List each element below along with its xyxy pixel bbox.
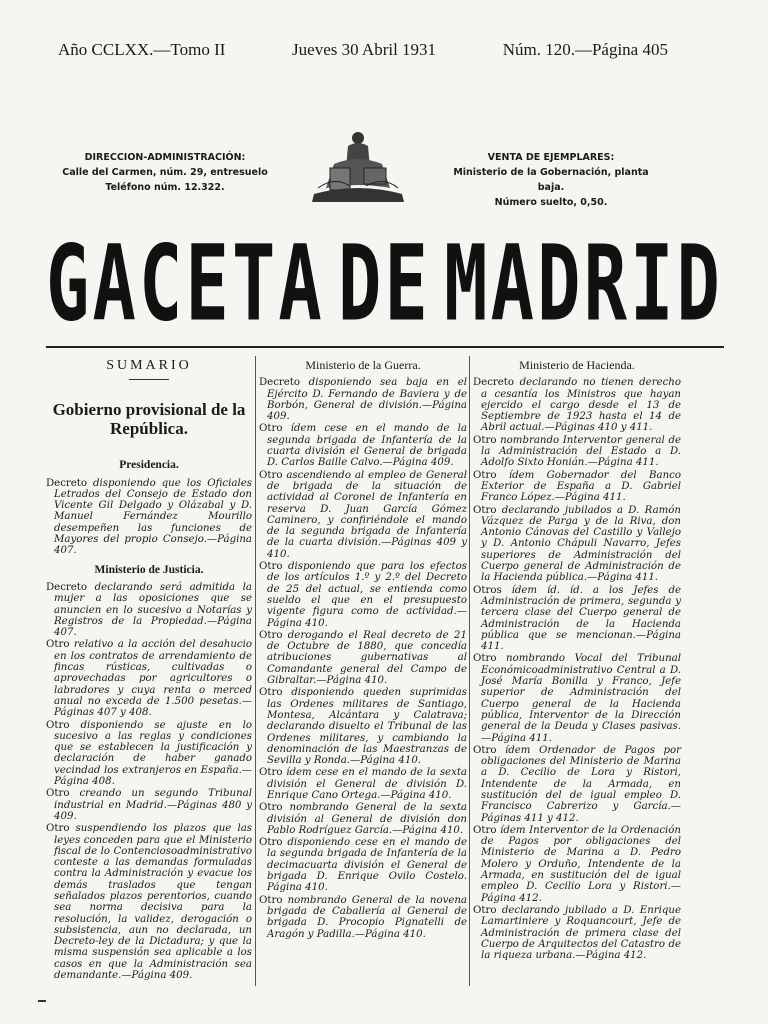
- entry-lead: Otro: [46, 719, 70, 731]
- summary-entry: [46, 582, 252, 638]
- masthead-letter: T: [231, 222, 276, 344]
- entry-lead: Decreto: [46, 477, 88, 489]
- summary-entry: [473, 505, 681, 584]
- entry-lead: Decreto: [259, 377, 301, 389]
- entry-text: disponiendo cese en el mando de la segunda brigada de Infantería de la decimacuarta división el General de brigada D. Enrique Ovilo Costelo. Página 410.: [267, 837, 467, 894]
- masthead-letter: I: [630, 222, 674, 344]
- entry-lead: Otro: [46, 639, 70, 651]
- entry-text: ídem Ordenador de Pagos por obligaciones del Ministerio de Marina a D. Cecilio de Lora y Ristori, Intendente de la Armada, en sustitución del de igual empleo D. Francisco Cabrerizo y García.—Páginas 411 y 412.: [481, 744, 681, 824]
- entry-text: suspendiendo los plazos que las leyes conceden para que el Ministerio fiscal de lo Contenciosoadministrativo conteste a las demandas formuladas contra la Administración y evacue los demás traslados que tengan señalados plazos perentorios, cuando sea norma decisiva para la resolución, la validez, derogación o subsistencia, aun no declarada, un Decreto-ley de la Dictadura; y que la misma suspensión sea aplicable a los casos en que la Administración sea demandante.—Página 409.: [54, 823, 252, 982]
- royal-emblem-icon: [304, 124, 412, 206]
- summary-entry: [473, 377, 681, 433]
- entry-text: ídem cese en el mando de la sexta división el General de división D. Enrique Cano Ortega.—Página 410.: [267, 767, 467, 801]
- entry-lead: Otros: [473, 584, 502, 596]
- entry-text: ídem íd. íd. a los Jefes de Administración de primera, segunda y tercera clase del Cuerpo general de Administración de la Hacienda pública que se mencionan.—Página 411.: [481, 584, 681, 653]
- summary-entry: [259, 377, 467, 422]
- masthead-letter: A: [92, 222, 136, 344]
- summary-entry: [259, 561, 467, 629]
- entry-text: ídem cese en el mando de la segunda brigada de Infantería de la cuarta división el General de brigada D. Carlos Baille Calvo.—Página 409.: [267, 423, 467, 469]
- entry-lead: Otro: [259, 561, 283, 573]
- entry-text: declarando jubilado a D. Enrique Lamartiniere y Roquancourt, Jefe de Administración de primera clase del Cuerpo de Arquitectos del Catastro de la riqueza urbana.—Página 412.: [481, 904, 681, 962]
- summary-entry: [259, 895, 467, 940]
- section-title-presidencia: Presidencia.: [119, 459, 179, 472]
- column-guerra: [259, 356, 467, 941]
- summary-entry: [473, 745, 681, 824]
- masthead-letter: A: [278, 222, 322, 344]
- summary-entry: [473, 825, 681, 904]
- summary-entry: [473, 470, 681, 504]
- entry-lead: Otro: [259, 802, 283, 814]
- column-hacienda: [473, 356, 681, 962]
- sales-price: Número suelto, 0,50.: [494, 197, 608, 208]
- entry-lead: Decreto: [473, 377, 515, 389]
- entry-lead: Otro: [259, 837, 283, 849]
- entry-text: disponiendo que los Oficiales Letrados del Consejo de Estado don Vicente Gil Delgado y Olázabal y D. Manuel Fernández Mourillo desempeñen las funciones de Mayores del propio Consejo.—Página 407.: [54, 477, 252, 557]
- summary-entry: [473, 585, 681, 653]
- entry-text: nombrando Interventor general de la Administración del Estado a D. Adolfo Sixto Honián.—Página 411.: [481, 434, 681, 469]
- administration-info: [50, 150, 280, 195]
- entry-text: nombrando General de la novena brigada de Caballería al General de brigada D. Procopio Pignatelli de Aragón y Padilla.—Página 410.: [267, 894, 467, 940]
- sales-heading: VENTA DE EJEMPLARES:: [487, 152, 615, 163]
- administration-heading: DIRECCION-ADMINISTRACIÓN:: [84, 152, 246, 163]
- issue-info-line: [58, 40, 668, 60]
- entry-text: relativo a la acción del desahucio en los contratos de arrendamiento de fincas rústicas, cultivadas o aprovechadas por agricultores o labradores y cuya renta o merced anual no exceda de 1.500 pesetas.—Páginas 407 y 408.: [54, 639, 252, 719]
- column-divider: [469, 356, 470, 986]
- masthead-letter: E: [384, 222, 428, 344]
- entry-lead: Otro: [473, 824, 497, 836]
- sales-info: [446, 150, 656, 210]
- entry-lead: Otro: [259, 629, 283, 641]
- summary-entry: [259, 423, 467, 468]
- entry-lead: Otro: [259, 469, 283, 481]
- masthead-letter: D: [338, 222, 382, 344]
- summary-entry: [46, 788, 252, 822]
- masthead-letter: G: [46, 222, 90, 344]
- entry-text: disponiendo queden suprimidas las Ordenes militares de Santiago, Montesa, Alcántara y Calatrava; declarando disuelto el Tribunal de las Ordenes militares, y cambiando la denominación de las Maestranzas de Sevilla y Ronda.—Página 410.: [267, 687, 467, 767]
- summary-entry: [46, 639, 252, 718]
- entry-text: ídem Gobernador del Banco Exterior de España a D. Gabriel Franco López.—Página 411.: [481, 469, 681, 504]
- sales-location: Ministerio de la Gobernación, planta baja.: [453, 167, 649, 193]
- masthead-letter: D: [537, 222, 581, 344]
- entry-lead: Otro: [46, 788, 70, 800]
- summary-entry: [46, 823, 252, 981]
- summary-entry: [259, 802, 467, 836]
- entry-text: ídem Interventor de la Ordenación de Pagos por obligaciones del Ministerio de Marina a D. Pedro Molero y Orduño, Intendente de la Armada, en sustitución del de igual empleo D. Cecilio Lora y Ristori.—Página 412.: [481, 824, 681, 904]
- entry-lead: Otro: [259, 687, 283, 699]
- summary-entry: [259, 767, 467, 801]
- government-title: Gobierno provisional de la República.: [52, 400, 246, 439]
- year-tome: Año CCLXX.—Tomo II: [58, 40, 226, 59]
- administration-phone: Teléfono núm. 12.322.: [105, 182, 225, 193]
- summary-entry: [473, 905, 681, 961]
- section-title-justicia: Ministerio de Justicia.: [94, 563, 204, 576]
- entry-lead: Decreto: [46, 581, 88, 593]
- entry-lead: Otro: [473, 653, 497, 665]
- entry-lead: Otro: [259, 767, 283, 779]
- masthead-letter: D: [676, 222, 720, 344]
- administration-address: Calle del Carmen, núm. 29, entresuelo: [62, 167, 268, 178]
- summary-entry: [259, 687, 467, 766]
- column-summary: [46, 356, 252, 982]
- issue-number-page: Núm. 120.—Página 405: [502, 40, 668, 59]
- section-title-hacienda: Ministerio de Hacienda.: [519, 358, 635, 372]
- entry-text: declarando jubilados a D. Ramón Vázquez de Parga y de la Riva, don Antonio Cánovas del Castillo y Vallejo y D. Antonio Chápuli Navarro, Jefes superiores de Administración del Cuerpo general de Administración de la Hacienda pública.—Página 411.: [481, 504, 681, 584]
- section-title-guerra: Ministerio de la Guerra.: [305, 358, 421, 372]
- entry-lead: Otro: [473, 504, 497, 516]
- summary-entry: [473, 653, 681, 743]
- entry-text: declarando será admitida la mujer a las oposiciones que se anuncien en lo sucesivo a Notarías y Registros de la Propiedad.—Página 407.: [54, 581, 252, 639]
- masthead-letter: M: [444, 222, 488, 344]
- entry-text: ascendiendo al empleo de General de brigada de la situación de actividad al Coronel de Infantería en reserva D. Juan García Gómez Caminero, y confiriéndole el mando de la segunda brigada de Infantería de la cuarta división.—Páginas 409 y 410.: [267, 469, 467, 560]
- entry-text: disponiendo que para los efectos de los artículos 1.º y 2.º del Decreto de 25 del actual, se entienda como sueldo el que en el presupuesto vigente figura como de actividad.—Página 410.: [267, 561, 467, 629]
- entry-text: disponiendo sea baja en el Ejército D. Fernando de Baviera y de Borbón, General de división.—Página 409.: [267, 377, 467, 423]
- margin-mark: [38, 1000, 46, 1002]
- summary-divider: [129, 379, 169, 380]
- masthead-letter: C: [138, 222, 183, 344]
- masthead-letter: R: [583, 222, 627, 344]
- summary-entry: [259, 470, 467, 560]
- entry-text: declarando no tienen derecho a cesantía los Ministros que hayan ejercido el cargo desde el 13 de Septiembre de 1923 hasta el 14 de Abril actual.—Páginas 410 y 411.: [481, 377, 681, 434]
- masthead-letter: E: [185, 222, 229, 344]
- masthead-title: [46, 222, 720, 344]
- issue-date: Jueves 30 Abril 1931: [292, 40, 437, 59]
- summary-entry: [259, 630, 467, 686]
- entry-text: nombrando Vocal del Tribunal Económicoadministrativo Central a D. José María Bonilla y Franco, Jefe superior de Administración del Cuerpo general de la Hacienda pública, Interventor de la Dirección general de la Deuda y Clases pasivas.—Página 411.: [481, 653, 681, 744]
- entry-lead: Otro: [473, 744, 497, 756]
- summary-entry: [473, 435, 681, 469]
- masthead-rule: [46, 346, 724, 348]
- summary-heading: SUMARIO: [106, 358, 192, 373]
- summary-entry: [46, 720, 252, 788]
- summary-entry: [259, 837, 467, 893]
- entry-text: creando un segundo Tribunal industrial en Madrid.—Páginas 480 y 409.: [54, 788, 252, 822]
- entry-lead: Otro: [473, 469, 497, 481]
- entry-lead: Otro: [473, 904, 497, 916]
- entry-lead: Otro: [46, 823, 70, 835]
- entry-text: disponiendo se ajuste en lo sucesivo a las reglas y condiciones que se establecen la justificación y declaración de haber ganado vecindad los extranjeros en España.—Página 408.: [54, 719, 252, 788]
- entry-lead: Otro: [473, 434, 497, 446]
- entry-lead: Otro: [259, 423, 283, 435]
- masthead-letter: A: [490, 222, 534, 344]
- entry-lead: Otro: [259, 894, 283, 906]
- entry-text: derogando el Real decreto de 21 de Octubre de 1880, que concedía atribuciones gubernativas al Comandante general del Campo de Gibraltar.—Página 410.: [267, 629, 467, 687]
- entry-text: nombrando General de la sexta división al General de división don Pablo Rodríguez García.—Página 410.: [267, 802, 467, 836]
- summary-entry: [46, 478, 252, 557]
- column-divider: [255, 356, 256, 986]
